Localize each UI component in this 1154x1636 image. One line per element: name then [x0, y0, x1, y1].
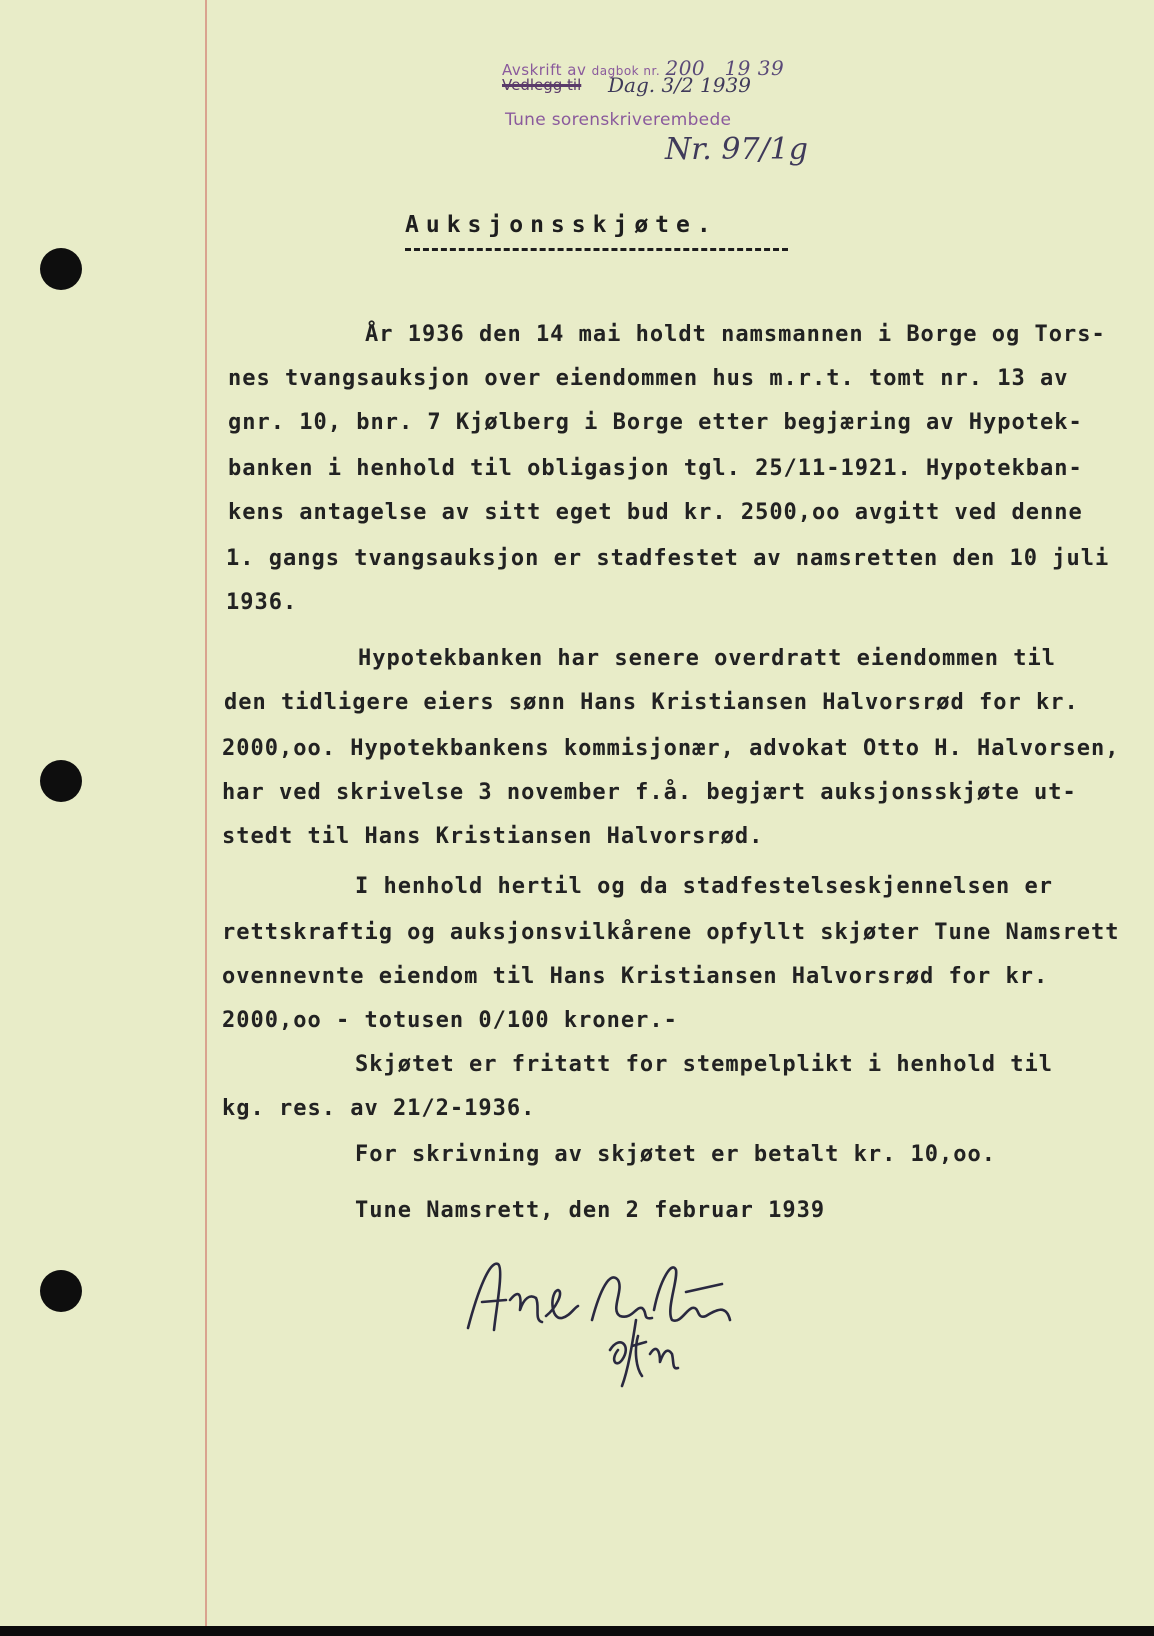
title-underline: [405, 248, 788, 251]
text-line: 1936.: [226, 590, 298, 615]
text-line: 2000,oo. Hypotekbankens kommisjonær, advokat Otto H. Halvorsen,: [222, 736, 1120, 761]
stamp-number: 200: [665, 56, 706, 80]
punch-hole-middle: [40, 760, 82, 802]
handwritten-date: Dag. 3/2 1939: [608, 73, 751, 97]
text-line: ovennevnte eiendom til Hans Kristiansen Halvorsrød for kr.: [222, 964, 1049, 989]
text-line: Skjøtet er fritatt for stempelplikt i henhold til: [355, 1052, 1054, 1077]
text-line: 2000,oo - totusen 0/100 kroner.-: [222, 1008, 678, 1033]
stamp-printed-label: Avskrift av: [502, 61, 587, 79]
handwritten-reference: Nr. 97/1g: [665, 132, 808, 167]
text-line: gnr. 10, bnr. 7 Kjølberg i Borge etter begjæring av Hypotek-: [228, 410, 1083, 435]
text-line: banken i henhold til obligasjon tgl. 25/11-1921. Hypotekban-: [228, 456, 1083, 481]
text-line: 1. gangs tvangsauksjon er stadfestet av namsretten den 10 juli: [226, 546, 1110, 571]
text-line: rettskraftig og auksjonsvilkårene opfyllt skjøter Tune Namsrett: [222, 920, 1120, 945]
stamp-small-label: dagbok nr.: [591, 64, 661, 78]
text-line: I henhold hertil og da stadfestelseskjennelsen er: [355, 874, 1054, 899]
scan-border: [0, 1626, 1154, 1636]
text-line: kg. res. av 21/2-1936.: [222, 1096, 536, 1121]
punch-hole-bottom: [40, 1270, 82, 1312]
text-line: Hypotekbanken har senere overdratt eiendommen til: [358, 646, 1057, 671]
text-line: har ved skrivelse 3 november f.å. begjært auksjonsskjøte ut-: [222, 780, 1077, 805]
text-line: Tune Namsrett, den 2 februar 1939: [355, 1198, 826, 1223]
stamp-line-3: Tune sorenskriverembede: [505, 110, 732, 130]
text-line: den tidligere eiers sønn Hans Kristiansen Halvorsrød for kr.: [224, 690, 1079, 715]
document-title: Auksjonsskjøte.: [405, 212, 718, 238]
handwritten-signature: [460, 1250, 780, 1390]
punch-hole-top: [40, 248, 82, 290]
text-line: For skrivning av skjøtet er betalt kr. 10,oo.: [355, 1142, 997, 1167]
margin-line: [205, 0, 207, 1626]
text-line: År 1936 den 14 mai holdt namsmannen i Borge og Tors-: [365, 322, 1106, 347]
stamp-year: 19 39: [724, 56, 785, 80]
text-line: stedt til Hans Kristiansen Halvorsrød.: [222, 824, 764, 849]
text-line: kens antagelse av sitt eget bud kr. 2500,oo avgitt ved denne: [228, 500, 1083, 525]
text-line: nes tvangsauksjon over eiendommen hus m.r.t. tomt nr. 13 av: [228, 366, 1069, 391]
stamp-line-2: Vedlegg til: [502, 76, 582, 94]
